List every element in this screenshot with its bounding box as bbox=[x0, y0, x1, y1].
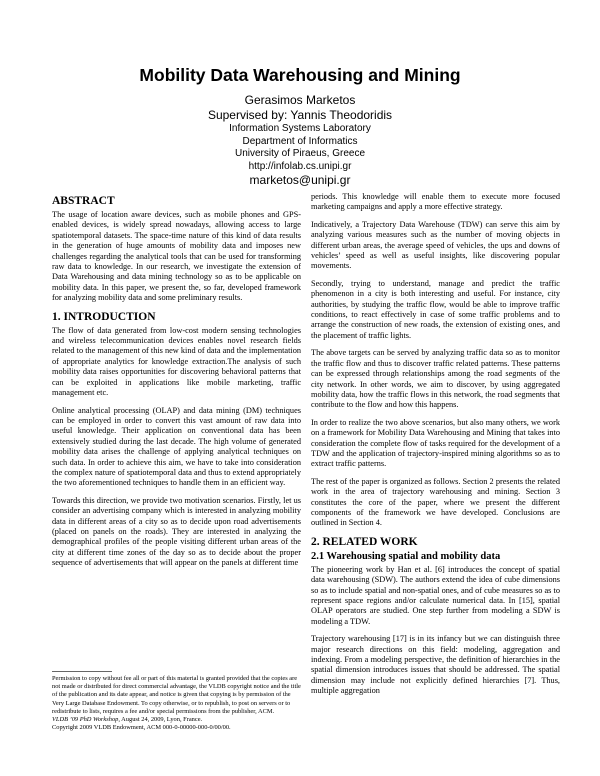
copyright-line: Copyright 2009 VLDB Endowment, ACM 000-0-00000-000-0/00/00. bbox=[52, 724, 231, 732]
author-block bbox=[0, 93, 600, 188]
copyright-footnote bbox=[52, 675, 301, 732]
paper-title: Mobility Data Warehousing and Mining bbox=[139, 65, 461, 85]
author-email[interactable]: marketos@unipi.gr bbox=[249, 173, 351, 187]
intro-heading: 1. INTRODUCTION bbox=[52, 310, 156, 323]
intro-paragraph: The flow of data generated from low-cost modern sensing technologies and wireless telecommunication devices enables novel research fields related to the management of this new kind of data and the implementation of appropriate analytics for knowledge extraction.The analysis of such mobility data raises opportunities for discovering behavioral patterns that can be exploited in applications like mobile marketing, traffic management etc. bbox=[52, 325, 301, 398]
footnote-rule bbox=[52, 671, 112, 672]
related-paragraph: Trajectory warehousing [17] is in its infancy but we can distinguish three major research directions on this field: modeling, aggregation and indexing. From a modeling perspective, the definition of hierarchies in the spatial dimension introduces issues that should be addressed. The spatial dimension may include not explicitly defined hierarchies [7]. Thus, multiple aggregation bbox=[311, 634, 560, 696]
supervisor: Supervised by: Yannis Theodoridis bbox=[207, 108, 393, 122]
abstract-text: The usage of location aware devices, such as mobile phones and GPS-enabled devices, is widely spread nowadays, allowing access to large spatiotemporal datasets. The space-time nature of this kind of data results in the generation of huge amounts of mobility data and imposes new challenges regarding the analytical tools that can be used for transforming raw data to knowledge. In our research, we investigate the extension of Data Warehousing and data mining technology so as to be applicable on mobility data. In this paper, we present the, so far, developed framework for analyzing mobility data and some preliminary results. bbox=[52, 210, 301, 303]
author-name: Gerasimos Marketos bbox=[244, 93, 356, 107]
abstract-heading: ABSTRACT bbox=[52, 195, 115, 207]
venue-details: , August 24, 2009, Lyon, France. bbox=[118, 716, 203, 724]
intro-paragraph: Towards this direction, we provide two motivation scenarios. Firstly, let us consider an advertising company which is interested in analyzing mobility data in different areas of a city so as to decide upon road advertisements (placed on panels on the roads). They are interested in analyzing the demographical profiles of the people visiting different urban areas of the city at different time zones of the day so as to decide about the proper sequence of advertisements that will appear on the panels at different time bbox=[52, 495, 301, 568]
related-work-heading: 2. RELATED WORK bbox=[311, 535, 418, 548]
intro-paragraph: Indicatively, a Trajectory Data Warehouse (TDW) can serve this aim by analyzing various measures such as the number of moving objects in different urban areas, the average speed of vehicles, the ups and downs of vehicles’ speed as well as useful insights, like discovering popular movements. bbox=[311, 219, 560, 271]
department: Department of Informatics bbox=[242, 135, 358, 147]
permission-notice: Permission to copy without fee all or part of this material is granted provided that the copies are not made or distributed for direct commercial advantage, the VLDB copyright notice and the title of the publication and its date appear, and notice is given that copying is by permission of the Very Large Database Endowment. To copy otherwise, or to republish, to post on servers or to redistribute to lists, requires a fee and/or special permissions from the publisher, ACM. bbox=[52, 675, 301, 715]
subsection-heading: 2.1 Warehousing spatial and mobility data bbox=[311, 550, 501, 562]
author-url[interactable]: http://infolab.cs.unipi.gr bbox=[248, 160, 352, 172]
related-paragraph: The pioneering work by Han et al. [6] introduces the concept of spatial data warehousing (SDW). The authors extend the idea of cube dimensions so as to include spatial and non-spatial ones, and of cube measures so as to represent space regions and/or calculate numerical data. In [15], spatial OLAP operators are studied. One step further from modeling a SDW is modeling a TDW. bbox=[311, 564, 560, 626]
venue-line bbox=[52, 716, 301, 724]
intro-paragraph: In order to realize the two above scenarios, but also many others, we work on a framework for Mobility Data Warehousing and Mining that takes into consideration the complete flow of tasks required for the development of a TDW and the application of trajectory-inspired mining algorithms so as to extract traffic patterns. bbox=[311, 417, 560, 469]
venue-name: VLDB ’09 PhD Workshop bbox=[52, 716, 119, 724]
university: University of Piraeus, Greece bbox=[234, 148, 366, 159]
intro-paragraph: periods. This knowledge will enable them to execute more focused marketing campaigns and apply a more effective strategy. bbox=[311, 192, 560, 212]
intro-paragraph: Online analytical processing (OLAP) and data mining (DM) techniques can be employed in order to convert this vast amount of raw data into useful knowledge. Their application on conventional data has been extensively studied during the last decade. The high volume of generated mobility data arises the challenge of applying analytical techniques on such data. In order to achieve this aim, we have to take into consideration the complex nature of spatiotemporal data and thus to extend appropriately the two aforementioned techniques to handle them in an efficient way. bbox=[52, 405, 301, 488]
intro-paragraph: The rest of the paper is organized as follows. Section 2 presents the related work in the area of trajectory warehousing and mining. Section 3 constitutes the core of the paper, where we present the different components of the framework we have developed. Conclusions are outlined in Section 4. bbox=[311, 476, 560, 528]
lab-name: Information Systems Laboratory bbox=[229, 123, 371, 134]
right-column bbox=[311, 192, 560, 767]
intro-paragraph: Secondly, trying to understand, manage and predict the traffic phenomenon in a city is both interesting and useful. For instance, city authorities, by studying the traffic flow, would be able to improve traffic conditions, to react effectively in case of some traffic problems and to arrange the construction of new roads, the extension of existing ones, and the placement of traffic lights. bbox=[311, 278, 560, 340]
intro-paragraph: The above targets can be served by analyzing traffic data so as to monitor the traffic flow and thus to discover traffic related patterns. These patterns can be expressed through relationships among the road segments of the city network. In other words, we aim to discover, by using aggregated mobility data, how the traffic flows in this network, the road segments that contribute to the flow and how this happens. bbox=[311, 348, 560, 410]
